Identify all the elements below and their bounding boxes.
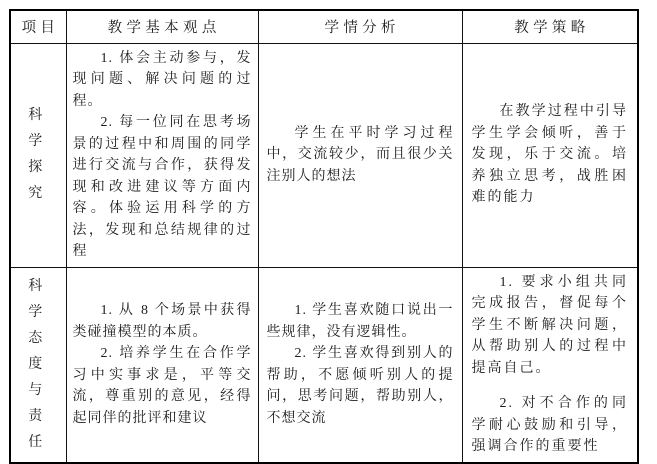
viewpoint-paragraph: 1. 从 8 个场景中获得类碰撞模型的本质。 [72, 303, 252, 340]
cell-inquiry-analysis [258, 43, 462, 267]
row-label-scientific-inquiry: 科学探究 [10, 43, 66, 267]
teaching-plan-table [9, 9, 639, 464]
cell-attitude-strategy [462, 267, 638, 463]
row-label-scientific-attitude: 科学态度与责任 [10, 267, 66, 463]
cell-inquiry-viewpoints [66, 43, 258, 267]
viewpoint-paragraph: 2. 培养学生在合作学习中实事求是，平等交流，尊重别的意见，经得起同伴的批评和建议 [72, 346, 252, 426]
cell-attitude-analysis [258, 267, 462, 463]
header-teaching-strategy: 教学策略 [462, 10, 638, 43]
viewpoint-paragraph: 1. 体会主动参与，发现问题、解决问题的过程。 [72, 50, 252, 109]
header-learning-analysis: 学情分析 [258, 10, 462, 43]
analysis-paragraph: 2. 学生喜欢得到别人的帮助，不愿倾听别人的提问，思考问题，帮助别人，不想交流 [266, 346, 454, 426]
strategy-paragraph: 在教学过程中引导学生学会倾听，善于发现，乐于交流。培养独立思考，战胜困难的能力 [471, 104, 628, 206]
cell-attitude-viewpoints [66, 267, 258, 463]
strategy-paragraph: 2. 对不合作的同学耐心鼓励和引导，强调合作的重要性 [471, 396, 628, 454]
strategy-paragraph: 1. 要求小组共同完成报告，督促每个学生不断解决问题，从帮助别人的过程中提高自己。 [471, 274, 628, 376]
viewpoint-paragraph: 2. 每一位同在思考场景的过程中和周围的同学进行交流与合作，获得发现和改进建议等方面内容。体验运用科学的方法，发现和总结规律的过程 [72, 115, 252, 259]
header-item-category: 项目 [10, 10, 66, 43]
cell-inquiry-strategy [462, 43, 638, 267]
table-row-scientific-attitude [10, 267, 638, 463]
header-teaching-viewpoints: 教学基本观点 [66, 10, 258, 43]
table-header-row [10, 10, 638, 43]
analysis-paragraph: 1. 学生喜欢随口说出一些规律，没有逻辑性。 [266, 303, 454, 340]
analysis-paragraph: 学生在平时学习过程中，交流较少，而且很少关注别人的想法 [266, 125, 454, 184]
table-row-scientific-inquiry [10, 43, 638, 267]
